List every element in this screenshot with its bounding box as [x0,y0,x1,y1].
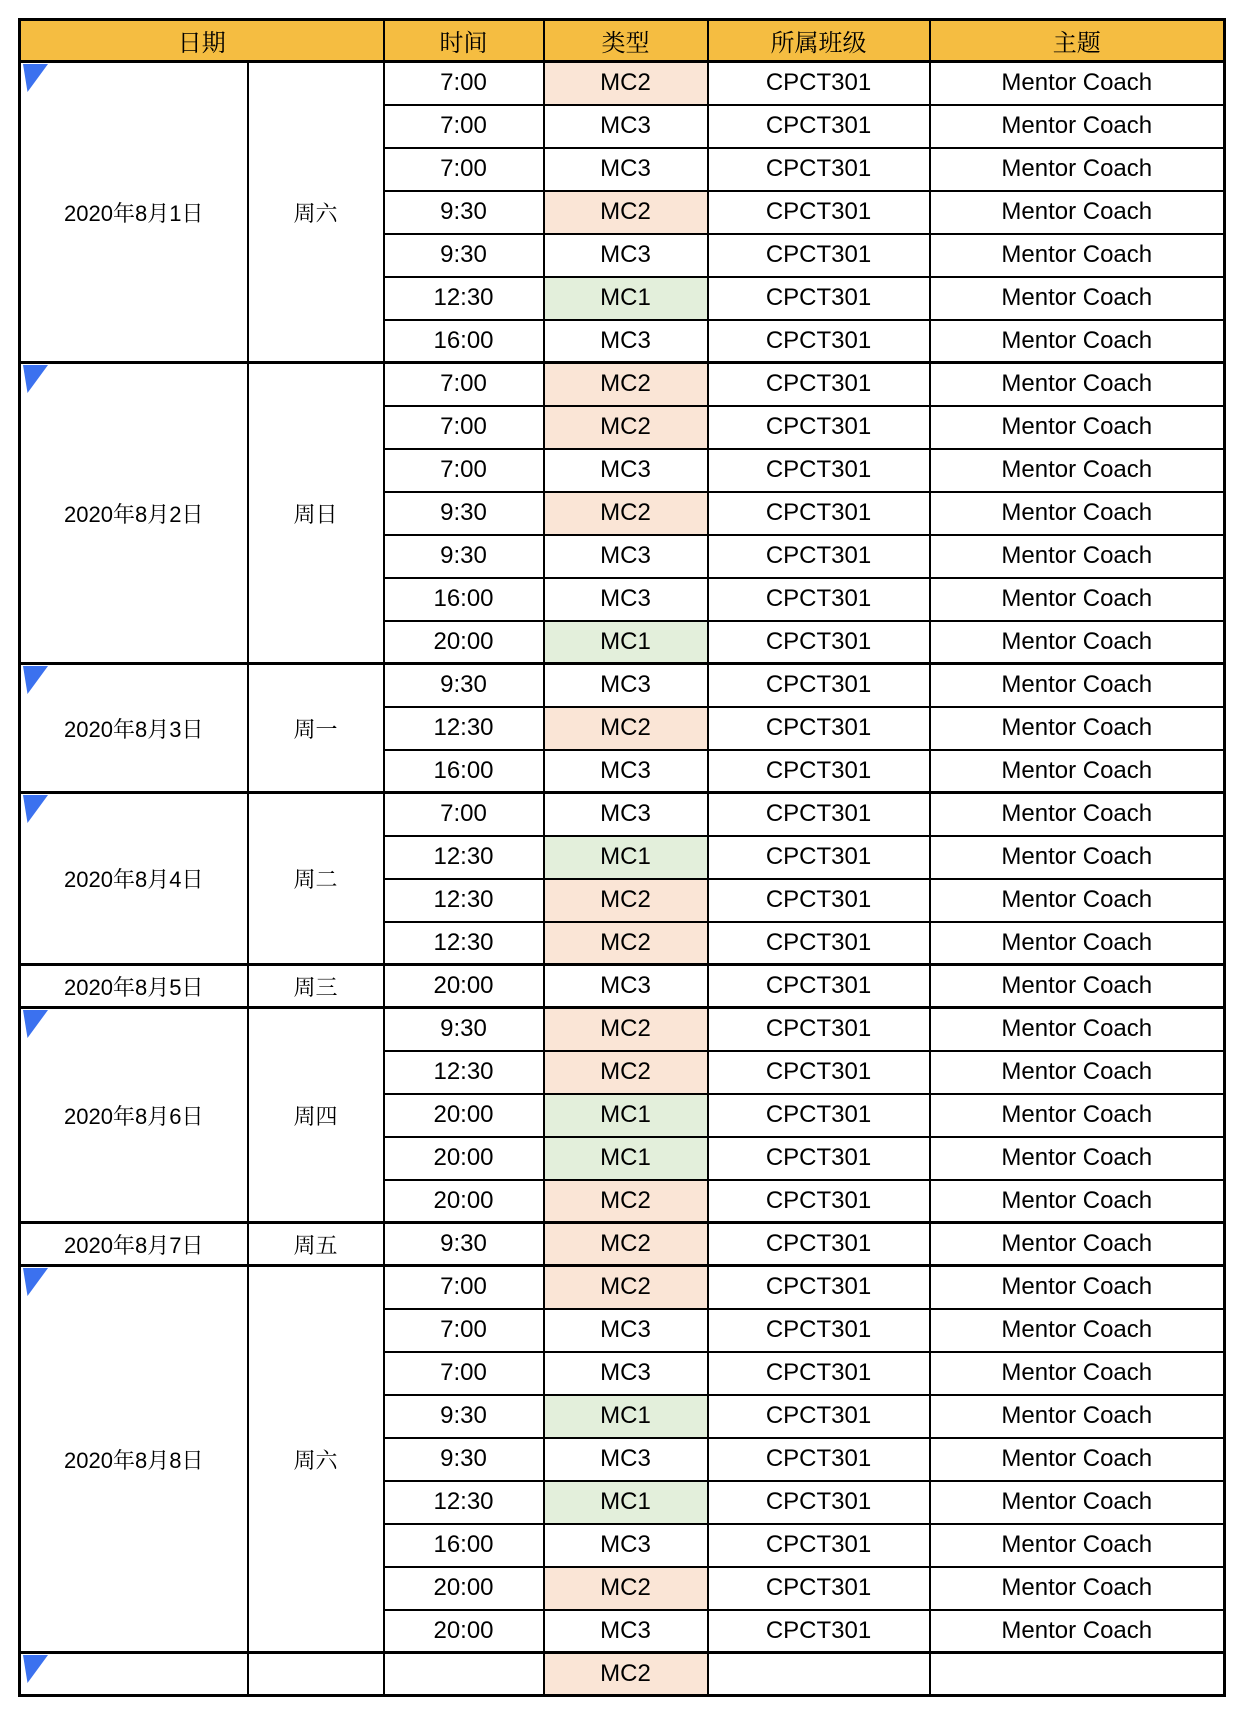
weekday-cell: 周五 [248,1223,384,1266]
time-cell: 20:00 [384,1137,544,1180]
time-cell: 7:00 [384,105,544,148]
time-cell: 9:30 [384,664,544,707]
time-cell: 16:00 [384,1524,544,1567]
topic-cell: Mentor Coach [930,492,1225,535]
type-cell: MC1 [544,621,708,664]
type-cell: MC2 [544,363,708,406]
table-row [20,1223,1225,1266]
topic-cell: Mentor Coach [930,191,1225,234]
class-cell: CPCT301 [708,793,930,836]
class-cell: CPCT301 [708,1051,930,1094]
type-cell: MC3 [544,320,708,363]
header-time: 时间 [384,20,544,62]
class-cell: CPCT301 [708,234,930,277]
topic-cell: Mentor Coach [930,793,1225,836]
time-cell: 12:30 [384,879,544,922]
topic-cell: Mentor Coach [930,965,1225,1008]
time-cell [384,1653,544,1696]
header-class: 所属班级 [708,20,930,62]
date-label: 2020年8月2日 [64,501,204,527]
class-cell: CPCT301 [708,1137,930,1180]
class-cell: CPCT301 [708,1266,930,1309]
topic-cell: Mentor Coach [930,1223,1225,1266]
type-cell: MC2 [544,879,708,922]
time-cell: 7:00 [384,449,544,492]
date-cell [20,1008,248,1223]
topic-cell: Mentor Coach [930,750,1225,793]
class-cell: CPCT301 [708,363,930,406]
time-cell: 20:00 [384,1094,544,1137]
topic-cell: Mentor Coach [930,277,1225,320]
date-cell [20,1223,248,1266]
topic-cell: Mentor Coach [930,105,1225,148]
class-cell: CPCT301 [708,1481,930,1524]
topic-cell: Mentor Coach [930,1266,1225,1309]
class-cell: CPCT301 [708,1223,930,1266]
topic-cell: Mentor Coach [930,1051,1225,1094]
weekday-cell: 周二 [248,793,384,965]
class-cell: CPCT301 [708,965,930,1008]
topic-cell: Mentor Coach [930,664,1225,707]
topic-cell: Mentor Coach [930,1481,1225,1524]
class-cell: CPCT301 [708,664,930,707]
table-row [20,1266,1225,1309]
time-cell: 9:30 [384,1008,544,1051]
table-row [20,1653,1225,1696]
date-label: 2020年8月8日 [64,1447,204,1473]
schedule-table [18,18,1226,1697]
time-cell: 20:00 [384,1180,544,1223]
time-cell: 9:30 [384,191,544,234]
corner-marker-icon [23,666,48,694]
class-cell [708,1653,930,1696]
time-cell: 9:30 [384,1223,544,1266]
type-cell: MC3 [544,234,708,277]
time-cell: 20:00 [384,965,544,1008]
table-row [20,1008,1225,1051]
type-cell: MC3 [544,1524,708,1567]
weekday-cell: 周六 [248,62,384,363]
type-cell: MC3 [544,148,708,191]
type-cell: MC2 [544,406,708,449]
time-cell: 7:00 [384,62,544,105]
topic-cell: Mentor Coach [930,148,1225,191]
class-cell: CPCT301 [708,578,930,621]
time-cell: 20:00 [384,1610,544,1653]
time-cell: 12:30 [384,922,544,965]
topic-cell: Mentor Coach [930,1137,1225,1180]
topic-cell: Mentor Coach [930,1438,1225,1481]
type-cell: MC3 [544,965,708,1008]
type-cell: MC3 [544,1438,708,1481]
topic-cell: Mentor Coach [930,621,1225,664]
date-label: 2020年8月4日 [64,867,204,892]
time-cell: 12:30 [384,1481,544,1524]
class-cell: CPCT301 [708,1524,930,1567]
topic-cell: Mentor Coach [930,1094,1225,1137]
time-cell: 9:30 [384,535,544,578]
corner-marker-icon [23,365,48,393]
corner-marker-icon [23,1268,48,1296]
type-cell: MC3 [544,535,708,578]
type-cell: MC3 [544,664,708,707]
time-cell: 9:30 [384,1395,544,1438]
class-cell: CPCT301 [708,707,930,750]
topic-cell: Mentor Coach [930,1524,1225,1567]
class-cell: CPCT301 [708,922,930,965]
topic-cell: Mentor Coach [930,1008,1225,1051]
topic-cell: Mentor Coach [930,363,1225,406]
topic-cell: Mentor Coach [930,1610,1225,1653]
type-cell: MC1 [544,1094,708,1137]
time-cell: 9:30 [384,234,544,277]
corner-marker-icon [23,795,48,823]
type-cell: MC3 [544,1610,708,1653]
class-cell: CPCT301 [708,62,930,105]
type-cell: MC3 [544,1352,708,1395]
date-cell [20,1266,248,1653]
weekday-cell: 周六 [248,1266,384,1653]
type-cell: MC2 [544,1653,708,1696]
class-cell: CPCT301 [708,535,930,578]
class-cell: CPCT301 [708,1352,930,1395]
topic-cell: Mentor Coach [930,1395,1225,1438]
time-cell: 16:00 [384,750,544,793]
weekday-cell: 周日 [248,363,384,664]
time-cell: 7:00 [384,1266,544,1309]
type-cell: MC3 [544,750,708,793]
schedule-sheet [18,18,1226,1697]
table-row [20,363,1225,406]
header-date: 日期 [20,20,384,62]
topic-cell: Mentor Coach [930,406,1225,449]
time-cell: 9:30 [384,492,544,535]
class-cell: CPCT301 [708,492,930,535]
date-cell [20,62,248,363]
class-cell: CPCT301 [708,105,930,148]
date-label: 2020年8月1日 [64,200,204,226]
time-cell: 20:00 [384,621,544,664]
time-cell: 7:00 [384,793,544,836]
topic-cell: Mentor Coach [930,1567,1225,1610]
class-cell: CPCT301 [708,449,930,492]
class-cell: CPCT301 [708,406,930,449]
time-cell: 9:30 [384,1438,544,1481]
type-cell: MC3 [544,1309,708,1352]
class-cell: CPCT301 [708,1008,930,1051]
topic-cell: Mentor Coach [930,707,1225,750]
date-label: 2020年8月3日 [64,716,204,742]
class-cell: CPCT301 [708,879,930,922]
type-cell: MC2 [544,1266,708,1309]
class-cell: CPCT301 [708,1094,930,1137]
topic-cell: Mentor Coach [930,578,1225,621]
type-cell: MC2 [544,1567,708,1610]
header-topic: 主题 [930,20,1225,62]
type-cell: MC2 [544,1051,708,1094]
weekday-cell: 周一 [248,664,384,793]
class-cell: CPCT301 [708,836,930,879]
weekday-cell: 周四 [248,1008,384,1223]
topic-cell: Mentor Coach [930,1352,1225,1395]
date-label: 2020年8月7日 [64,1232,204,1258]
type-cell: MC3 [544,449,708,492]
time-cell: 12:30 [384,707,544,750]
class-cell: CPCT301 [708,621,930,664]
topic-cell: Mentor Coach [930,535,1225,578]
corner-marker-icon [23,1655,48,1683]
time-cell: 7:00 [384,1309,544,1352]
type-cell: MC3 [544,578,708,621]
time-cell: 12:30 [384,836,544,879]
topic-cell: Mentor Coach [930,1309,1225,1352]
date-cell [20,1653,248,1696]
topic-cell: Mentor Coach [930,922,1225,965]
type-cell: MC2 [544,492,708,535]
class-cell: CPCT301 [708,148,930,191]
table-row [20,664,1225,707]
type-cell: MC1 [544,1481,708,1524]
type-cell: MC1 [544,1137,708,1180]
weekday-cell [248,1653,384,1696]
header-row [20,20,1225,62]
table-row [20,62,1225,105]
schedule-table-body [20,62,1225,1696]
type-cell: MC2 [544,707,708,750]
header-type: 类型 [544,20,708,62]
topic-cell: Mentor Coach [930,1180,1225,1223]
type-cell: MC1 [544,277,708,320]
time-cell: 16:00 [384,578,544,621]
topic-cell: Mentor Coach [930,62,1225,105]
date-label: 2020年8月5日 [64,974,204,1000]
time-cell: 12:30 [384,1051,544,1094]
class-cell: CPCT301 [708,750,930,793]
corner-marker-icon [23,64,48,92]
class-cell: CPCT301 [708,1610,930,1653]
type-cell: MC2 [544,1223,708,1266]
type-cell: MC1 [544,1395,708,1438]
type-cell: MC2 [544,62,708,105]
type-cell: MC2 [544,1180,708,1223]
date-cell [20,664,248,793]
time-cell: 16:00 [384,320,544,363]
corner-marker-icon [23,1010,48,1038]
type-cell: MC1 [544,836,708,879]
time-cell: 12:30 [384,277,544,320]
type-cell: MC2 [544,922,708,965]
time-cell: 7:00 [384,1352,544,1395]
date-label: 2020年8月6日 [64,1103,204,1129]
type-cell: MC3 [544,793,708,836]
class-cell: CPCT301 [708,1567,930,1610]
time-cell: 7:00 [384,148,544,191]
weekday-cell: 周三 [248,965,384,1008]
time-cell: 7:00 [384,363,544,406]
date-cell [20,793,248,965]
topic-cell: Mentor Coach [930,879,1225,922]
time-cell: 7:00 [384,406,544,449]
class-cell: CPCT301 [708,1309,930,1352]
table-row [20,793,1225,836]
class-cell: CPCT301 [708,191,930,234]
time-cell: 20:00 [384,1567,544,1610]
topic-cell [930,1653,1225,1696]
date-cell [20,363,248,664]
type-cell: MC2 [544,1008,708,1051]
class-cell: CPCT301 [708,320,930,363]
table-row [20,965,1225,1008]
topic-cell: Mentor Coach [930,234,1225,277]
topic-cell: Mentor Coach [930,320,1225,363]
topic-cell: Mentor Coach [930,449,1225,492]
class-cell: CPCT301 [708,1395,930,1438]
type-cell: MC2 [544,191,708,234]
class-cell: CPCT301 [708,1438,930,1481]
topic-cell: Mentor Coach [930,836,1225,879]
class-cell: CPCT301 [708,1180,930,1223]
class-cell: CPCT301 [708,277,930,320]
type-cell: MC3 [544,105,708,148]
date-cell [20,965,248,1008]
